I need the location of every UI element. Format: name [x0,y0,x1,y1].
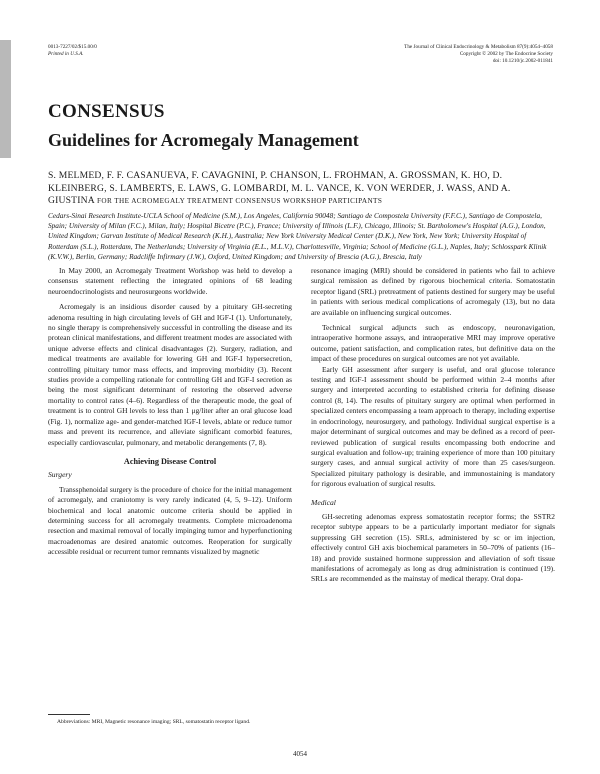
subheading-medical: Medical [311,497,336,507]
section-heading-disease-control: Achieving Disease Control [123,456,217,466]
affiliations: Cedars-Sinai Research Institute-UCLA School of Medicine (S.M.), Los Angeles, California 90048; Santiago de Compostela University (F.F.C.), Santiago de Compostela, Spain; University of Milan (F.C.), Milan, Italy; Hospital Bicetre (P.C.), France; University of Illinois (L.F.), Chicago, Illinois; St. Bartholomew's Hospital (A.G.), London, United Kingdom; Garvan Institute of Medical Research (K.H.), Australia; New York University Medical Center (D.K.), New York, New York; University Hospital of Rotterdam (S.L.), Rotterdam, The Netherlands; University of Virginia (E.L., M.L.V.), Charlottesville, Virginia; School of Medicine (G.L.), Naples, Italy; Schlosspark Klinik (K.V.W.), Berlin, Germany; Radcliffe Infirmary (J.W.), Oxford, United Kingdom; and University of Brescia (A.G.), Brescia, Italy [48,211,547,261]
medical-paragraph: GH-secreting adenomas express somatostatin receptor forms; the SSTR2 receptor subtype appears to be a particularly important mediator for signals suppressing GH secretion (15). SRLs, administered by sc or im injection, effectively control GH axis biochemical parameters in 50–70% of patients (16–18) and provide sustained hormone suppression and alleviation of soft tissue manifestations of acromegaly as long as drug administration is continued (19). SRLs are recommended as the mainstay of medical therapy. Oral dopa- [311,511,555,584]
page-number: 4054 [293,750,307,758]
article-title: Guidelines for Acromegaly Management [48,130,359,150]
abbreviations-footnote: Abbreviations: MRI, Magnetic resonance imaging; SRL, somatostatin receptor ligand. [57,719,251,725]
subheading-surgery: Surgery [48,470,72,480]
right-column [311,266,555,585]
footnote-rule [48,714,90,715]
journal-citation: The Journal of Clinical Endocrinology & Metabolism 87(9):4054–4058 [404,44,553,50]
gh-assessment-paragraph: Early GH assessment after surgery is useful, and oral glucose tolerance testing and IGF-I assessment should be performed within 2–4 months after surgery and interpreted according to established criteria for defining disease control (8, 14). The results of pituitary surgery are optimal when performed in specialized centers encompassing a team approach to therapy, including expertise in endocrinology, neurosurgery, and pathology. Individual surgical expertise is a major determinant of surgical outcomes and may be defined as a record of peer-reviewed publication of surgical results encompassing both endocrine and surgical evaluation and follow-up; training experience of more than 100 pituitary surgery cases, and annual surgical activity of more than 25 cases/surgeon. Specialized pituitary pathology is desirable, and immunostaining is mandatory for rigorous evaluation of surgical results. [311,364,555,489]
journal-header [404,44,553,65]
mri-paragraph: resonance imaging (MRI) should be considered in patients who fail to achieve surgical remission as defined by rigorous biochemical criteria. Somatostatin receptor ligand (SRL) pretreatment of patients destined for surgery may be useful in patients with serious medical complications of acromegaly (13), but no data are available on influencing surgical outcomes. [311,266,555,317]
acromegaly-paragraph: Acromegaly is an insidious disorder caused by a pituitary GH-secreting adenoma resulting in high circulating levels of GH and IGF-I (1). Unfortunately, no single therapy is comprehensively successful in controlling the disease and its protean clinical manifestations, and different treatment modes are associated with unique adverse effects and clinical disadvantages (2). Surgery, radiation, and medical treatments are available for lowering GH and IGF-I hypersecretion, controlling pituitary tumor mass effects, and improving morbidity (3). Recent studies provide a compelling rationale for controlling GH and IGF-I secretion as being the most significant determinant of restoring the observed adverse mortality to control rates (4–6). Regardless of the therapeutic mode, the goal of treatment is to control GH levels to less than 1 μg/liter after an oral glucose load (Fig. 1), normalize age- and gender-matched IGF-I levels, ablate or reduce tumor mass and prevent its recurrence, and alleviate significant comorbid features, especially cardiovascular, pulmonary, and metabolic derangements (7, 8). [48,302,292,447]
printed-in-line: Printed in U.S.A. [48,51,84,57]
intro-paragraph: In May 2000, an Acromegaly Treatment Workshop was held to develop a consensus statement reflecting the integrated opinions of 68 leading neuroendocrinologists and neurosurgeons worldwide. [48,266,292,296]
author-group-suffix: FOR THE ACROMEGALY TREATMENT CONSENSUS WORKSHOP PARTICIPANTS [96,197,383,205]
author-list [48,170,556,208]
section-label: CONSENSUS [48,101,165,122]
surgery-paragraph: Transsphenoidal surgery is the procedure of choice for the initial management of acromegaly, and craniotomy is very rarely indicated (4, 5, 9–12). Uniform biochemical and local anatomic outcome criteria should be applied in determining success for all acromegaly treatments. Complete microadenoma resection and maximal removal of locally impinging tumor and hyperfunctioning macroadenomas are desired anatomic outcomes. Reoperation for surgically accessible residual or recurrent tumor remnants visualized by magnetic [48,484,292,557]
doi-line: doi: 10.1210/jc.2002-011841 [492,58,553,64]
author-names: S. MELMED, F. F. CASANUEVA, F. CAVAGNINI, P. CHANSON, L. FROHMAN, A. GROSSMAN, K. HO, D. KLEINBERG, S. LAMBERTS, E. LAWS, G. LOMBARDI, M. L. VANCE, K. VON WERDER, J. WASS, AND A. GIUSTINA [48,170,511,206]
surgical-adjuncts-paragraph: Technical surgical adjuncts such as endoscopy, neuronavigation, intraoperative hormone assays, and intraoperative MRI may improve operative outcome, patient satisfaction, and complication rates, but definitive data on the impact of these procedures on surgical outcomes are not yet available. [311,323,555,364]
issn-line: 0013-7227/02/$15.00/0 [48,44,97,50]
section-side-tab [0,40,11,158]
left-column [48,266,292,558]
copyright-line: Copyright © 2002 by The Endocrine Society [459,51,553,57]
issn-header [48,44,97,58]
